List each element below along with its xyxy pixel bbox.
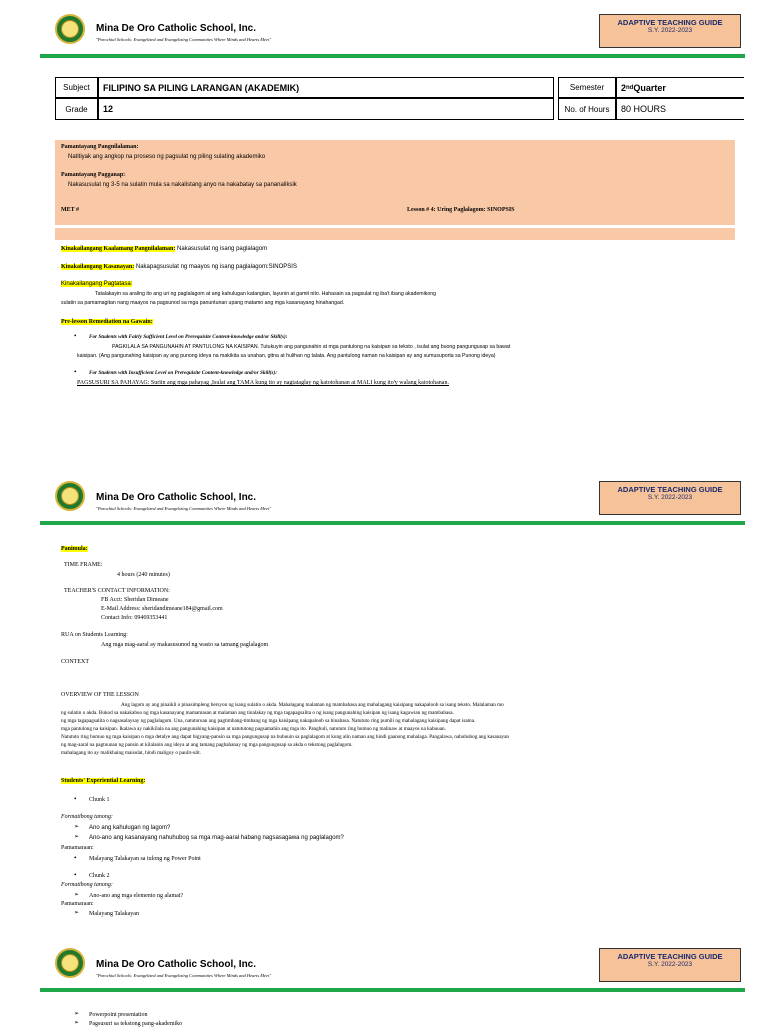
header-divider — [40, 521, 745, 525]
content-standard-label: Pamantayang Pangnilalaman: — [61, 144, 139, 150]
school-name: Mina De Oro Catholic School, Inc. — [96, 23, 257, 34]
bullet1-line-2: kaisipan. (Ang pangunahing kaisipan ay ang punong ideya na makikita sa unahan, gitna at hulihan ng talata. Ang pantulong naman na kaisipan ay ang sumusuporta sa Punong ideya) — [77, 353, 496, 359]
hours-label: No. of Hours — [558, 98, 616, 120]
overview-text: Ang lagom ay ang pinaikli o pinasimpleng bersyon ng isang sulatin o akda. Mahalagang malaman ng mambabasa ang mahalagang kaisipang nakapaloob sa isang teksto. Malalaman mo ng sulatin o akda. Bukod sa nakakabuo ng mga kasanayang mamamasan at malaman ang tinalakay ng mga tagapagsalita o ng isang pangunahing kaisipan ng isang kagawian ng mambabasa. ng mga tagapagsalita o nagsasalaysay ng paglalagom. Una, natuturuan ang pagtimbang-timbang ng mga kaisipang nakapaloob sa binabasa. Natututo ring pumili ng mahalagang kaisipang dapat isama. mga pantulong na kaisipan. Ikalawa ay nakikilala na ang pangunahing kaisipan at natututong pagsamahin ang mga ito. Panghuli, natututo ring bumuo ng malinaw at maayos na kabuuan. Natututo ring bumuo ng mga kaisipan o mga detalye ang dapat bigyang-pansin sa mga pangungusap na bubuuin sa paglalagom at kung alin naman ang hindi gaanong mahalaga. Pangalawa, nahuhubog ang kasanayan ng mag-aaral na pagtuunan ng pansin at kilalanin ang ideya at ang tamang paghahanay ng mga pangungusap sa akda o tekstong paglalagom. mahalagang ito ay malikhaing maisulat, hindi maligoy o paulit-ulit. — [61, 702, 510, 756]
standards-strip — [55, 228, 735, 240]
rua-label: RUA on Students Learning: — [61, 632, 128, 638]
experiential-label: Students' Experiential Learning: — [61, 778, 146, 784]
school-tagline: "Parochial Schools: Evangelized and Evangelizing Communities Where Minds and Hearts Meet" — [96, 506, 272, 511]
arrow-bullet-icon: ➢ — [74, 892, 80, 898]
page3-item-2: Pagsusuri sa tekstong pang-akademiko — [89, 1021, 183, 1027]
question-2: Ano-ano ang kasanayang nahuhubog sa mga mag-aaral habang nagsasagawa ng paglalagom? — [89, 835, 344, 841]
formative-q-label-2: Formatibong tanong: — [61, 882, 113, 888]
bullet-icon: • — [74, 854, 77, 862]
lesson-label: Lesson # 4: Uring Paglalagom: SINOPSIS — [407, 207, 515, 213]
chunk-2: Chunk 2 — [89, 873, 110, 879]
assessment-line-1: Tatalakayin sa araling ito ang uri ng paglalagom at ang kahulugan katangian, layunin at gamit nito. Hahasain sa pagsulat ng iba't ibang akademikong — [95, 291, 437, 297]
bullet2-title: For Students with Insufficient Level on Prerequisite Content-knowledge and/or Skill(s): — [89, 370, 277, 376]
context-label: CONTEXT — [61, 659, 89, 665]
grade-value: 12 — [98, 98, 554, 120]
school-name: Mina De Oro Catholic School, Inc. — [96, 959, 257, 970]
school-seal-icon — [55, 481, 85, 511]
bullet-icon: • — [74, 795, 77, 803]
knowledge-line: Kinakailangang Kaalamang Pangnilalaman: Nakasusulat ng isang paglalagom — [61, 246, 268, 252]
prelesson-label: Pre-lesson Remediation na Gawain: — [61, 319, 153, 325]
arrow-bullet-icon: ➢ — [74, 1020, 80, 1026]
school-year: S.Y. 2022-2023 — [647, 961, 693, 968]
hours-value: 80 HOURS — [616, 98, 744, 120]
content-standard-text: Natitiyak ang angkop na proseso ng pagsulat ng piling sulating akademiko — [68, 154, 266, 160]
grade-label: Grade — [55, 98, 98, 120]
arrow-bullet-icon: ➢ — [74, 910, 80, 916]
skills-line: Kinakailangang Kasanayan: Nakapagsusulat ng maayos ng isang paglalagom:SINOPSIS — [61, 264, 297, 270]
assessment-line-2: sulatin sa pamamagitan nang maayos na pagsunod sa mga panuntunan upang matamo ang mga kasanayang hinahangad. — [61, 300, 345, 306]
fb-account: FB Acct: Sheridan Dimeane — [101, 597, 169, 603]
school-year: S.Y. 2022-2023 — [647, 27, 693, 34]
method-2: Malayang Talakayan — [89, 911, 139, 917]
bullet-icon: • — [74, 368, 77, 376]
bullet-icon: • — [74, 332, 77, 340]
school-year: S.Y. 2022-2023 — [647, 494, 693, 501]
bullet1-title: For Students with Fairly Sufficient Level on Prerequisite Content-knowledge and/or Skill(s): — [89, 334, 288, 340]
arrow-bullet-icon: ➢ — [74, 1011, 80, 1017]
formative-q-label-1: Formatibong tanong: — [61, 814, 113, 820]
question-1: Ano ang kahulugan ng lagom? — [89, 825, 171, 831]
guide-title: ADAPTIVE TEACHING GUIDE — [617, 952, 723, 961]
arrow-bullet-icon: ➢ — [74, 824, 80, 830]
bullet1-line: PAGKILALA SA PANGUNAHIN AT PANTULONG NA KAISIPAN. Tutukuyin ang pangunahin at mga pantulong na kaisipan sa teksto , isulat ang buong pangungusap sa bawat — [112, 344, 511, 350]
email-address: E-Mail Address: sheridandimeane184@gmail.com — [101, 606, 223, 612]
school-tagline: "Parochial Schools: Evangelized and Evangelizing Communities Where Minds and Hearts Meet" — [96, 973, 272, 978]
school-name: Mina De Oro Catholic School, Inc. — [96, 492, 257, 503]
subject-label: Subject — [55, 77, 98, 98]
met-label: MET # — [61, 207, 80, 213]
performance-standard-text: Nakasusulat ng 3-5 na sulatin mula sa nakalistang anyo na nakabatay sa pananaliksik — [68, 182, 297, 188]
adaptive-guide-box — [599, 14, 741, 48]
overview-label: OVERVIEW OF THE LESSON — [61, 692, 139, 698]
bullet2-text: PAGSUSURI SA PAHAYAG: Suriin ang mga pahayag ,Isulat ang TAMA kung ito ay nagtataglay ng katotohanan at MALI kung ito'y walang katotohanan. — [77, 380, 449, 386]
method-label-1: Pamamaraan: — [61, 845, 94, 851]
chunk-1: Chunk 1 — [89, 797, 110, 803]
timeframe-value: 4 hours (240 minutes) — [117, 572, 170, 578]
school-tagline: "Parochial Schools: Evangelized and Evangelizing Communities Where Minds and Hearts Meet" — [96, 37, 272, 42]
school-seal-icon — [55, 14, 85, 44]
adaptive-guide-box — [599, 948, 741, 982]
question-3: Ano-ano ang mga elemento ng alamat? — [89, 893, 184, 899]
header-divider — [40, 988, 745, 992]
arrow-bullet-icon: ➢ — [74, 834, 80, 840]
semester-label: Semester — [558, 77, 616, 98]
performance-standard-label: Pamantayang Pagganap: — [61, 172, 126, 178]
rua-text: Ang mga mag-aaral ay makasusunod ng wasto sa tamang paglalagom — [101, 642, 269, 648]
subject-value: FILIPINO SA PILING LARANGAN (AKADEMIK) — [98, 77, 554, 98]
page3-item-1: Powerpoint presentation — [89, 1012, 148, 1018]
adaptive-guide-box — [599, 481, 741, 515]
contact-label: TEACHER'S CONTACT INFORMATION: — [64, 588, 170, 594]
semester-value: 2 nd Quarter — [616, 77, 744, 98]
panimula-label: Panimula: — [61, 546, 88, 552]
assessment-label: Kinakailangang Pagtatasa: — [61, 281, 133, 287]
school-seal-icon — [55, 948, 85, 978]
bullet-icon: • — [74, 871, 77, 879]
contact-number: Contact Info: 09469353441 — [101, 615, 168, 621]
method-1: Malayang Talakayan sa tulong ng Power Point — [89, 856, 201, 862]
header-divider — [40, 54, 745, 58]
method-label-2: Pamamaraan: — [61, 901, 94, 907]
guide-title: ADAPTIVE TEACHING GUIDE — [617, 18, 723, 27]
timeframe-label: TIME FRAME: — [64, 562, 103, 568]
guide-title: ADAPTIVE TEACHING GUIDE — [617, 485, 723, 494]
